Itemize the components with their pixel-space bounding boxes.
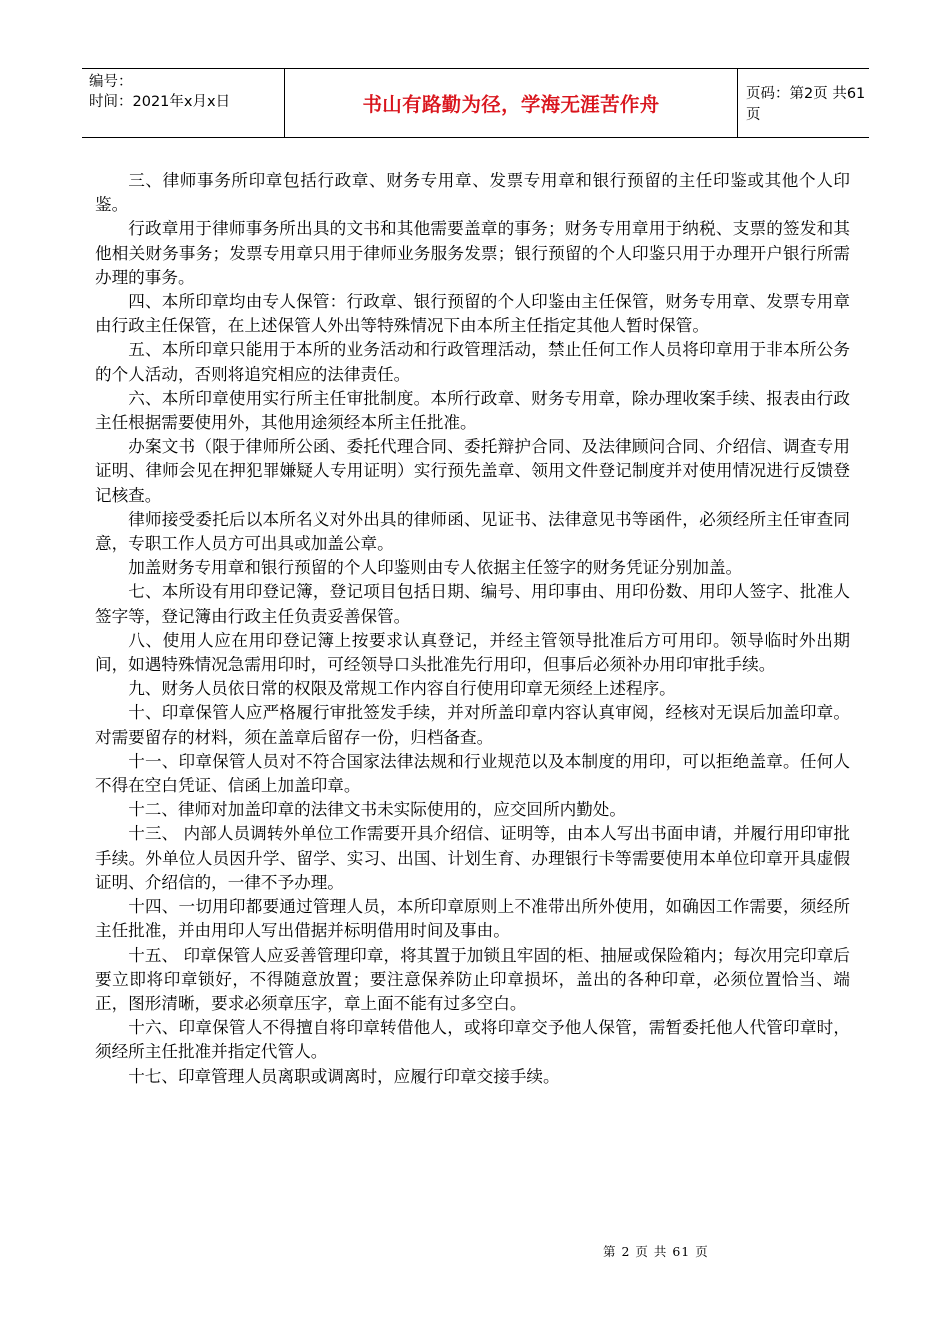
paragraph: 十一、印章保管人员对不符合国家法律法规和行业规范以及本制度的用印，可以拒绝盖章。任何人不得在空白凭证、信函上加盖印章。	[95, 751, 850, 796]
paragraph: 十三、 内部人员调转外单位工作需要开具介绍信、证明等，由本人写出书面申请，并履行用印审批手续。外单位人员因升学、留学、实习、出国、计划生育、办理银行卡等需要使用本单位印章开具虚假证明、介绍信的，一律不予办理。	[95, 824, 850, 892]
paragraph: 十七、印章管理人员离职或调离时，应履行印章交接手续。	[128, 1066, 560, 1086]
page-header	[82, 68, 869, 138]
paragraph: 十五、 印章保管人应妥善管理印章，将其置于加锁且牢固的柜、抽屉或保险箱内；每次用完印章后要立即将印章锁好，不得随意放置；要注意保养防止印章损坏，盖出的各种印章，必须位置恰当、端正，图形清晰，要求必须章压字，章上面不能有过多空白。	[95, 945, 850, 1013]
paragraph: 律师接受委托后以本所名义对外出具的律师函、见证书、法律意见书等函件，必须经所主任审查同意，专职工作人员方可出具或加盖公章。	[95, 509, 850, 554]
paragraph: 十二、律师对加盖印章的法律文书未实际使用的，应交回所内勤处。	[128, 800, 626, 820]
paragraph: 四、本所印章均由专人保管：行政章、银行预留的个人印鉴由主任保管，财务专用章、发票专用章由行政主任保管，在上述保管人外出等特殊情况下由本所主任指定其他人暂时保管。	[95, 292, 850, 336]
header-page-info: 页码：第2页 共61页	[746, 86, 866, 123]
paragraph: 七、本所设有用印登记簿，登记项目包括日期、编号、用印事由、用印份数、用印人签字、批准人签字等，登记簿由行政主任负责妥善保管。	[95, 582, 850, 626]
paragraph: 加盖财务专用章和银行预留的个人印鉴则由专人依据主任签字的财务凭证分别加盖。	[128, 558, 743, 578]
paragraph: 十六、印章保管人不得擅自将印章转借他人，或将印章交予他人保管，需暂委托他人代管印章时，须经所主任批准并指定代管人。	[95, 1018, 850, 1062]
page-footer: 第 2 页 共 61 页	[603, 1244, 709, 1259]
paragraph: 八、使用人应在用印登记簿上按要求认真登记，并经主管领导批准后方可用印。领导临时外出期间，如遇特殊情况急需用印时，可经领导口头批准先行用印，但事后必须补办用印审批手续。	[95, 630, 850, 675]
header-meta	[82, 69, 285, 137]
paragraph: 十、印章保管人应严格履行审批签发手续，并对所盖印章内容认真审阅，经核对无误后加盖印章。对需要留存的材料，须在盖章后留存一份，归档备查。	[95, 703, 850, 747]
paragraph: 六、本所印章使用实行所主任审批制度。本所行政章、财务专用章，除办理收案手续、报表由行政主任根据需要使用外，其他用途须经本所主任批准。	[95, 388, 850, 433]
header-motto: 书山有路勤为径，学海无涯苦作舟	[285, 69, 738, 137]
paragraph: 三、律师事务所印章包括行政章、财务专用章、发票专用章和银行预留的主任印鉴或其他个人印鉴。	[95, 171, 850, 215]
paragraph: 五、本所印章只能用于本所的业务活动和行政管理活动，禁止任何工作人员将印章用于非本所公务的个人活动，否则将追究相应的法律责任。	[95, 340, 850, 384]
paragraph: 行政章用于律师事务所出具的文书和其他需要盖章的事务；财务专用章用于纳税、支票的签发和其他相关财务事务；发票专用章只用于律师业务服务发票；银行预留的个人印鉴只用于办理开户银行所需办理的事务。	[95, 219, 850, 287]
paragraph: 十四、一切用印都要通过管理人员，本所印章原则上不准带出所外使用，如确因工作需要，须经所主任批准，并由用印人写出借据并标明借用时间及事由。	[95, 897, 850, 941]
paragraph: 办案文书（限于律师所公函、委托代理合同、委托辩护合同、及法律顾问合同、介绍信、调查专用证明、律师会见在押犯罪嫌疑人专用证明）实行预先盖章、领用文件登记制度并对使用情况进行反馈登记核查。	[95, 437, 850, 505]
document-time-label: 时间：2021年x月x日	[89, 94, 231, 110]
paragraph: 九、财务人员依日常的权限及常规工作内容自行使用印章无须经上述程序。	[128, 679, 676, 699]
document-number-label: 编号：	[89, 74, 133, 90]
document-body	[95, 169, 850, 1089]
